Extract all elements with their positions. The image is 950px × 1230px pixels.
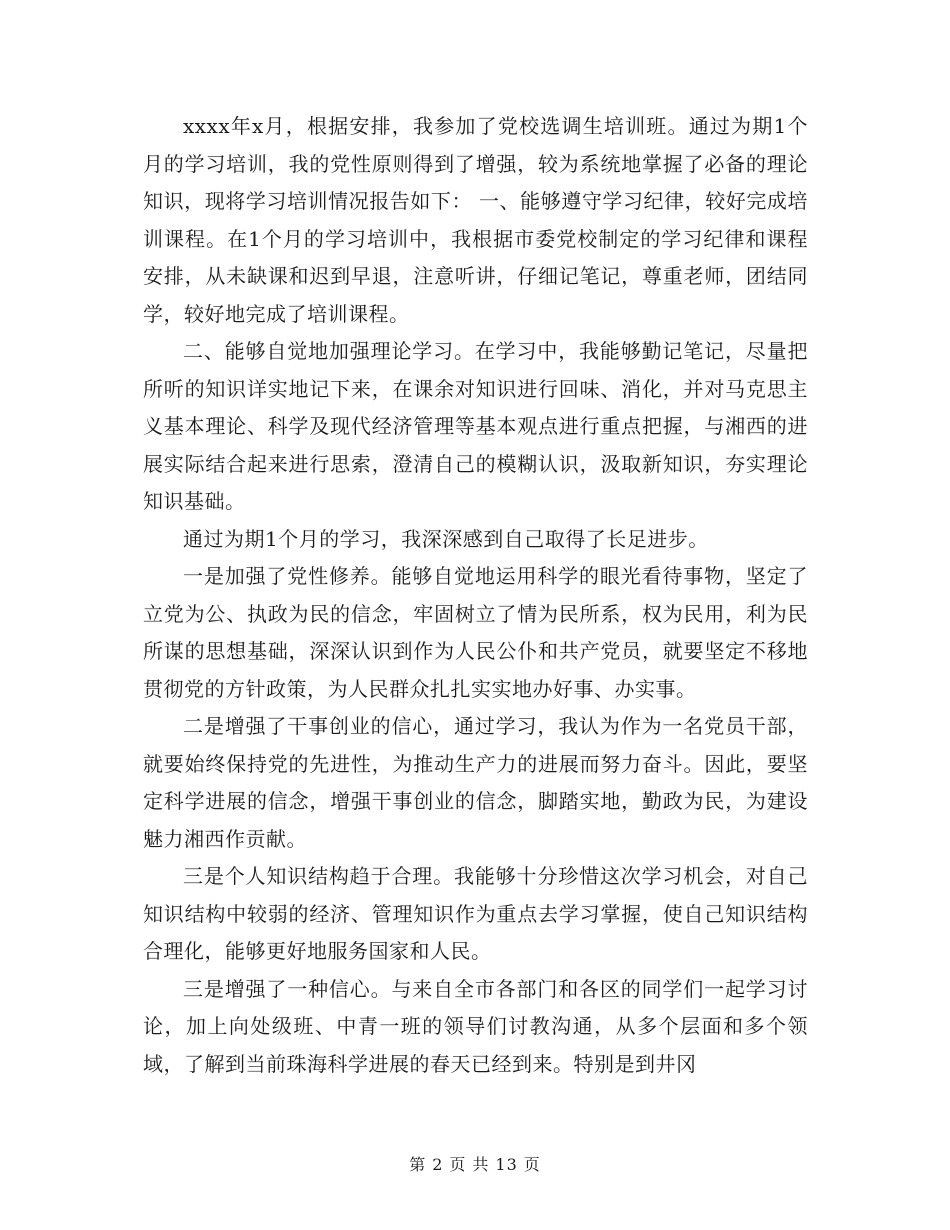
paragraph-7: 三是增强了一种信心。与来自全市各部门和各区的同学们一起学习讨论，加上向处级班、中青一班的领导们讨教沟通，从多个层面和多个领域，了解到当前珠海科学进展的春天已经到来。特别是到井冈 [143,976,808,1076]
paragraph-6: 三是个人知识结构趋于合理。我能够十分珍惜这次学习机会，对自己知识结构中较弱的经济、管理知识作为重点去学习掌握，使自己知识结构合理化，能够更好地服务国家和人民。 [143,864,808,963]
page-footer [0,1152,950,1175]
footer-page-unit: 页 [449,1155,467,1174]
footer-total-pages: 13 [495,1155,518,1174]
footer-total-prefix: 共 [472,1155,490,1174]
document-body [143,108,808,1083]
paragraph-3: 通过为期1个月的学习，我深深感到自己取得了长足进步。 [183,526,709,551]
paragraph-2: 二、能够自觉地加强理论学习。在学习中，我能够勤记笔记，尽量把所听的知识详实地记下来，在课余对知识进行回味、消化，并对马克思主义基本理论、科学及现代经济管理等基本观点进行重点把握，与湘西的进展实际结合起来进行思索，澄清自己的模糊认识，汲取新知识，夯实理论知识基础。 [143,339,808,513]
footer-prefix: 第 [409,1155,427,1174]
footer-current-page: 2 [432,1155,444,1174]
paragraph-1: xxxx年x月，根据安排，我参加了党校选调生培训班。通过为期1个月的学习培训，我的党性原则得到了增强，较为系统地掌握了必备的理论知识，现将学习培训情况报告如下： 一、能够遵守学习纪律，较好完成培训课程。在1个月的学习培训中，我根据市委党校制定的学习纪律和课程安排，从未缺课和迟到早退，注意听讲，仔细记笔记，尊重老师，团结同学，较好地完成了培训课程。 [143,114,808,326]
paragraph-5: 二是增强了干事创业的信心，通过学习，我认为作为一名党员干部，就要始终保持党的先进性，为推动生产力的进展而努力奋斗。因此，要坚定科学进展的信念，增强干事创业的信念，脚踏实地，勤政为民，为建设魅力湘西作贡献。 [143,714,808,851]
paragraph-4: 一是加强了党性修养。能够自觉地运用科学的眼光看待事物，坚定了立党为公、执政为民的信念，牢固树立了情为民所系，权为民用，利为民所谋的思想基础，深深认识到作为人民公仆和共产党员，就要坚定不移地贯彻党的方针政策，为人民群众扎扎实实地办好事、办实事。 [143,564,808,701]
footer-suffix: 页 [523,1155,541,1174]
